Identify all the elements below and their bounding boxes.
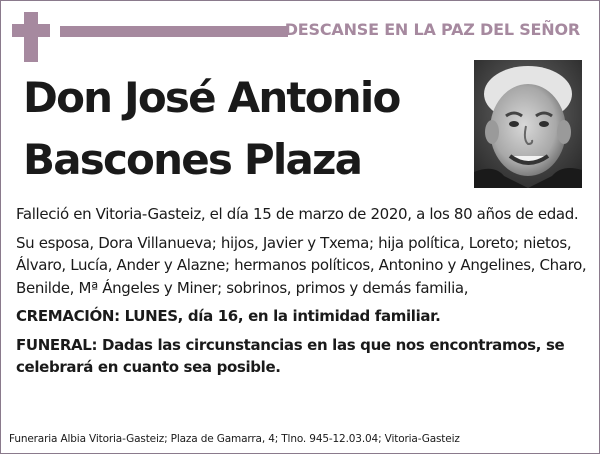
obituary-body (16, 203, 588, 385)
deceased-photo (474, 60, 582, 188)
deceased-name-line2: Bascones Plaza (23, 135, 362, 184)
header-rule (60, 26, 288, 37)
cross-vertical-bar (24, 12, 38, 62)
funeral-notice: FUNERAL: Dadas las circunstancias en las que nos encontramos, se celebrará en cuanto sea posible. (16, 335, 565, 376)
cremation-notice: CREMACIÓN: LUNES, día 16, en la intimidad familiar. (16, 307, 441, 325)
deceased-name-line1: Don José Antonio (23, 73, 400, 122)
death-notice: Falleció en Vitoria-Gasteiz, el día 15 de marzo de 2020, a los 80 años de edad. (16, 205, 579, 223)
header-title: DESCANSE EN LA PAZ DEL SEÑOR (284, 20, 580, 39)
cross-horizontal-bar (12, 24, 50, 37)
deceased-name (23, 67, 463, 191)
family-list: Su esposa, Dora Villanueva; hijos, Javier y Txema; hija política, Loreto; nietos, Álvaro, Lucía, Ander y Alazne; hermanos políticos, Antonino y Angelines, Charo, Benilde, Mª Ángeles y Miner; sobrinos, primos y demás familia, (16, 233, 587, 297)
funeral-home-info: Funeraria Albia Vitoria-Gasteiz; Plaza de Gamarra, 4; Tlno. 945-12.03.04; Vitoria-Gasteiz (9, 433, 460, 445)
portrait-image (474, 60, 582, 188)
